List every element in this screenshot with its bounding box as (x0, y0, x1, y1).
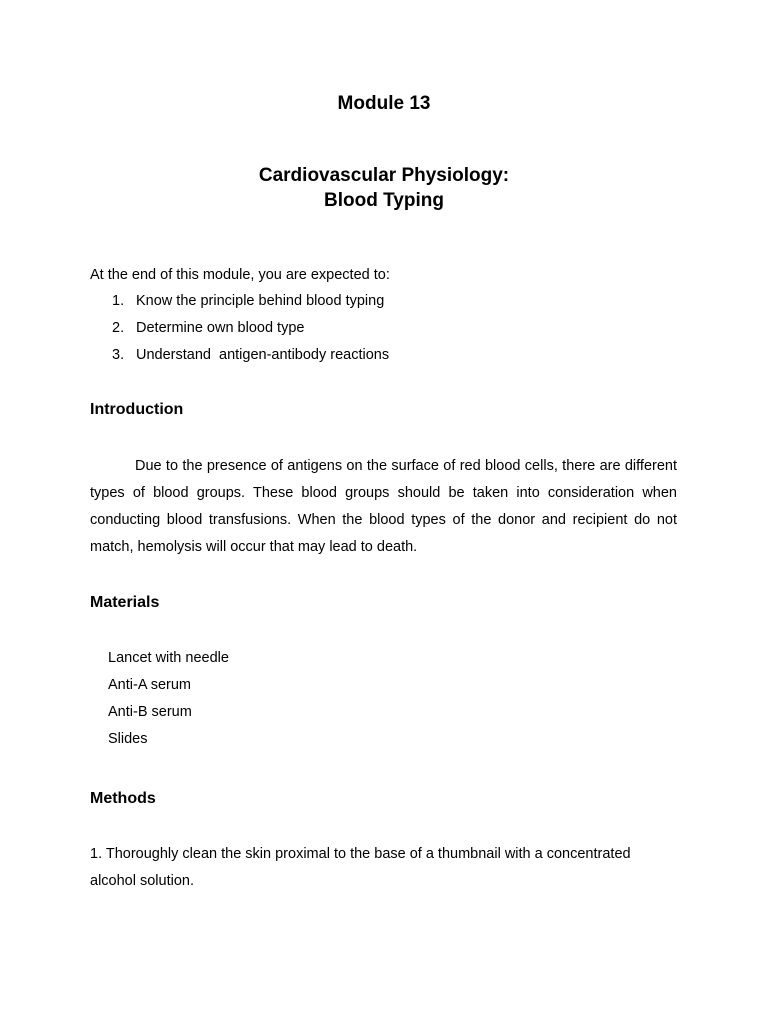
introduction-text: Due to the presence of antigens on the surface of red blood cells, there are different types of blood groups. These blood groups should be taken into consideration when conducting blood transfusions. When the blood types of the donor and recipient do not match, hemolysis will occur that may lead to death. (90, 458, 677, 555)
objective-number: 2. (112, 320, 125, 336)
objective-text: Know the principle behind blood typing (136, 293, 385, 309)
document-title-line-1: Cardiovascular Physiology: (258, 165, 510, 186)
objective-text: Determine own blood type (136, 320, 305, 336)
materials-heading: Materials (90, 594, 160, 611)
document-title-line-2: Blood Typing (324, 190, 444, 211)
introduction-paragraph (90, 453, 677, 561)
material-item: Anti-A serum (108, 677, 191, 693)
module-title: Module 13 (337, 93, 431, 114)
method-step: 1. Thoroughly clean the skin proximal to the base of a thumbnail with a concentrated alcohol solution. (90, 846, 631, 889)
material-item: Lancet with needle (108, 650, 229, 666)
objective-number: 3. (112, 347, 125, 363)
objectives-intro: At the end of this module, you are expected to: (90, 267, 390, 283)
objective-item (112, 292, 384, 310)
objective-item (112, 346, 389, 364)
material-item: Anti-B serum (108, 704, 192, 720)
methods-heading: Methods (90, 790, 156, 807)
material-item: Slides (108, 731, 148, 747)
objective-text: Understand antigen-antibody reactions (136, 347, 390, 363)
objective-number: 1. (112, 293, 125, 309)
objective-item (112, 319, 304, 337)
introduction-heading: Introduction (90, 401, 184, 418)
